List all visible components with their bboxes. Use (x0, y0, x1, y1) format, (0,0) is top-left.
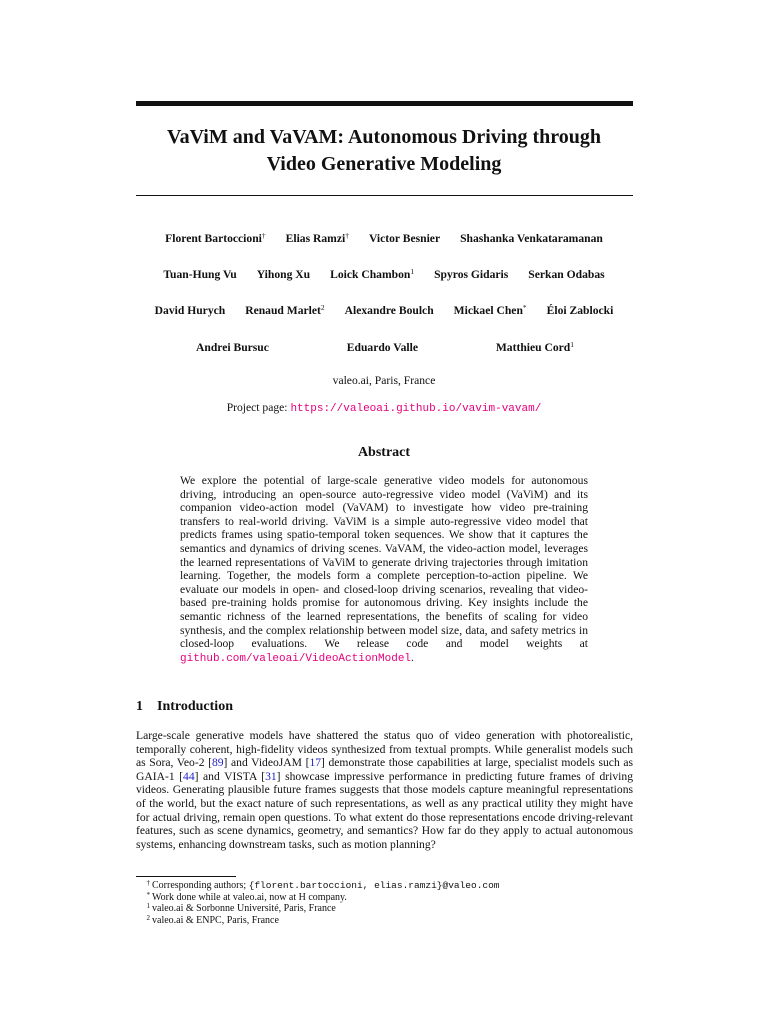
author: Mickael Chen* (453, 303, 527, 317)
author: Matthieu Cord$^1$ (495, 340, 574, 354)
footnote: * Work done while at valeo.ai, now at H company. (146, 890, 347, 903)
abstract-text: We explore the potential of large-scale generative video models for autonomous driving, introducing an open-source auto-regressive video model (VaViM) and its companion video-action model (VaVAM) to investigate how video pre-training transfers to real-world driving. VaViM is a simple auto-regressive video model that predicts frames using spatio-temporal token sequences. We show that it captures the semantics and dynamics of driving scenes. VaVAM, the video-action model, leverages the learned representations of VaViM to generate driving trajectories through imitation learning. Together, the models form a complete perception-to-action pipeline. We evaluate our models in open- and closed-loop driving scenarios, revealing that video-based pre-training holds promise for autonomous driving. Key insights include the semantic richness of the learned representations, the benefits of scaling for video synthesis, and the complex relationship between model size, data, and safety metrics in closed-loop evaluations. We release code and model weights at (180, 474, 588, 651)
author: Victor Besnier (368, 232, 441, 245)
citation-link[interactable]: 89 (211, 756, 224, 770)
footnote-rule (136, 876, 236, 877)
section-heading-introduction (136, 699, 233, 715)
author: Éloi Zablocki (546, 304, 614, 317)
project-page (120, 401, 648, 415)
code-repo-link[interactable]: github.com/valeoai/VideoActionModel (180, 652, 412, 665)
footnote: 2 valeo.ai & ENPC, Paris, France (146, 913, 279, 926)
section-title: Introduction (157, 699, 233, 714)
introduction-paragraph: Large-scale generative models have shattered the status quo of video generation with photorealistic, temporally coherent, high-fidelity videos synthesized from textual prompts. While generalist models such as Sora, Veo-2 [89] and VideoJAM [17] demonstrate those capabilities at large, specialist models such as GAIA-1 [44] and VISTA [31] showcase impressive performance in predicting future frames of driving videos. Generating plausible future frames suggests that those models capture meaningful representations of the world, but the exact nature of such representations, as well as any practical utility they might have for actual driving, remain open questions. To what extent do those representations encode driving-relevant features, such as scene dynamics, geometry, and semantics? How far do they apply to actual autonomous systems, enhancing downstream tasks, such as motion planning? (136, 729, 634, 851)
author: Shashanka Venkataramanan (460, 232, 603, 245)
author: David Hurych (154, 304, 226, 317)
project-url-link[interactable]: https://valeoai.github.io/vavim-vavam/ (290, 403, 542, 415)
author: Elias Ramzi† (285, 231, 349, 245)
paper-title (120, 124, 648, 178)
title-line-2: Video Generative Modeling (266, 153, 502, 175)
citation-link[interactable]: 31 (265, 769, 277, 783)
affiliation: valeo.ai, Paris, France (332, 374, 436, 387)
footnotes (146, 879, 500, 926)
author: Serkan Odabas (528, 268, 605, 281)
author: Alexandre Boulch (344, 304, 434, 317)
author-row-1 (120, 232, 648, 245)
author: Eduardo Valle (346, 341, 418, 354)
author: Loick Chambon$^1$ (330, 267, 415, 281)
author-row-3 (120, 304, 648, 317)
author: Tuan-Hung Vu (163, 268, 237, 281)
abstract-heading: Abstract (357, 445, 411, 460)
footnote: 1 valeo.ai & Sorbonne Université, Paris, France (146, 902, 336, 915)
citation-link[interactable]: 17 (309, 756, 322, 770)
author: Yihong Xu (256, 268, 311, 281)
citation-link[interactable]: 44 (183, 769, 195, 783)
abstract-end: . (411, 650, 414, 664)
author-row-2 (120, 268, 648, 281)
author: Spyros Gidaris (434, 268, 509, 281)
project-label: Project page: (226, 401, 288, 414)
abstract-body (180, 474, 588, 666)
author: Florent Bartoccioni† (165, 231, 266, 245)
author: Renaud Marlet$^2$ (245, 303, 325, 317)
footnote: † Corresponding authors; {florent.bartoccioni, elias.ramzi}@valeo.com (146, 879, 500, 891)
author-row-4 (120, 341, 648, 354)
section-number: 1 (136, 699, 143, 714)
title-line-1: VaViM and VaVAM: Autonomous Driving through (167, 126, 601, 148)
title-bottom-rule (136, 195, 633, 196)
author: Andrei Bursuc (196, 341, 269, 354)
title-top-rule (136, 101, 633, 106)
